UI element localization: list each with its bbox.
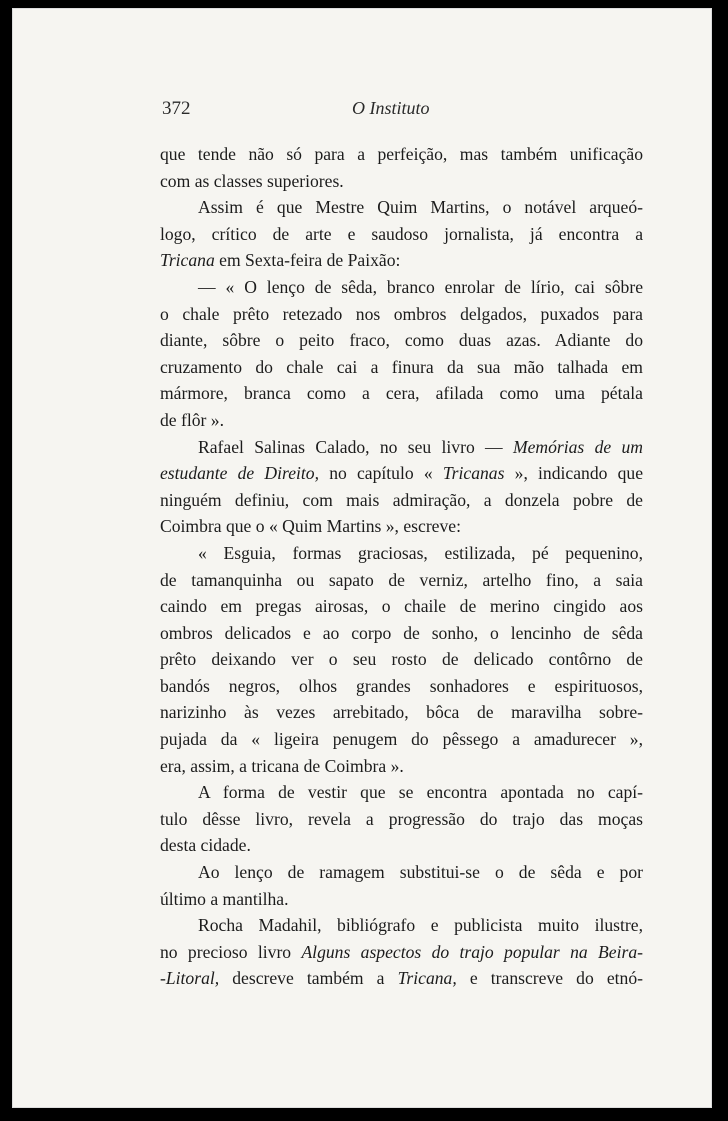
text-line: ombros delicados e ao corpo de sonho, o lencinho de sêda <box>160 622 643 643</box>
text-line: mármore, branca como a cera, afilada como uma pétala <box>160 383 643 404</box>
text-run: no capítulo « <box>319 463 443 484</box>
italic-text: Tricanas <box>442 463 505 484</box>
text-run: », indicando que <box>504 463 644 484</box>
italic-text: Alguns aspectos do trajo popular na Beira- <box>301 941 643 962</box>
text-line: « Esguia, formas graciosas, estilizada, pé pequenino, <box>198 542 643 563</box>
text-line: A forma de vestir que se encontra apontada no capí- <box>198 782 643 803</box>
text-line: Ao lenço de ramagem substitui-se o de sêda e por <box>198 862 643 883</box>
text-line: Coimbra que o « Quim Martins », escreve: <box>160 516 461 537</box>
text-line: que tende não só para a perfeição, mas também unificação <box>160 144 643 164</box>
text-line <box>160 939 643 966</box>
italic-text: estudante de Direito, <box>160 463 319 484</box>
text-run: no precioso livro <box>160 941 302 962</box>
text-line: último a mantilha. <box>160 888 289 909</box>
text-line: ninguém definiu, com mais admiração, a donzela pobre de <box>160 489 643 510</box>
text-line: Assim é que Mestre Quim Martins, o notável arqueó- <box>198 197 643 218</box>
text-run: em Sexta-feira de Paixão: <box>214 250 401 271</box>
text-line: tulo dêsse livro, revela a progressão do trajo das moças <box>160 808 643 829</box>
text-line: cruzamento do chale cai a finura da sua mão talhada em <box>160 356 643 377</box>
text-line: Rocha Madahil, bibliógrafo e publicista muito ilustre, <box>198 915 643 936</box>
text-line: desta cidade. <box>160 835 251 856</box>
text-line: o chale prêto retezado nos ombros delgados, puxados para <box>160 303 643 324</box>
body-text <box>160 141 643 992</box>
text-line <box>160 460 643 487</box>
text-run: Rafael Salinas Calado, no seu livro — <box>198 436 513 457</box>
text-run: descreve também a <box>219 968 398 989</box>
text-line <box>160 247 643 274</box>
text-line: logo, crítico de arte e saudoso jornalista, já encontra a <box>160 223 643 244</box>
text-line <box>160 434 643 461</box>
page-number: 372 <box>162 98 191 119</box>
text-line: era, assim, a tricana de Coimbra ». <box>160 755 404 776</box>
text-run: e transcreve do etnó- <box>456 968 643 989</box>
text-line <box>160 965 643 992</box>
text-line: caindo em pregas airosas, o chaile de merino cingido aos <box>160 596 643 617</box>
italic-text: Tricana, <box>397 968 457 989</box>
text-line: — « O lenço de sêda, branco enrolar de lírio, cai sôbre <box>198 276 643 297</box>
text-line: com as classes superiores. <box>160 170 344 191</box>
text-line: pujada da « ligeira penugem do pêssego a amadurecer », <box>160 729 643 750</box>
text-line: de flôr ». <box>160 409 225 430</box>
book-page <box>12 8 712 1108</box>
text-line: de tamanquinha ou sapato de verniz, artelho fino, a saia <box>160 569 643 590</box>
italic-text: Memórias de um <box>512 436 643 457</box>
text-line: narizinho às vezes arrebitado, bôca de maravilha sobre- <box>160 702 643 723</box>
running-title: O Instituto <box>352 98 430 118</box>
italic-text: Tricana <box>160 250 215 271</box>
italic-text: -Litoral, <box>160 968 220 989</box>
text-line: prêto deixando ver o seu rosto de delicado contôrno de <box>160 649 643 670</box>
text-line: diante, sôbre o peito fraco, como duas azas. Adiante do <box>160 330 643 351</box>
text-line: bandós negros, olhos grandes sonhadores e espirituosos, <box>160 675 643 696</box>
page-header <box>162 98 642 124</box>
